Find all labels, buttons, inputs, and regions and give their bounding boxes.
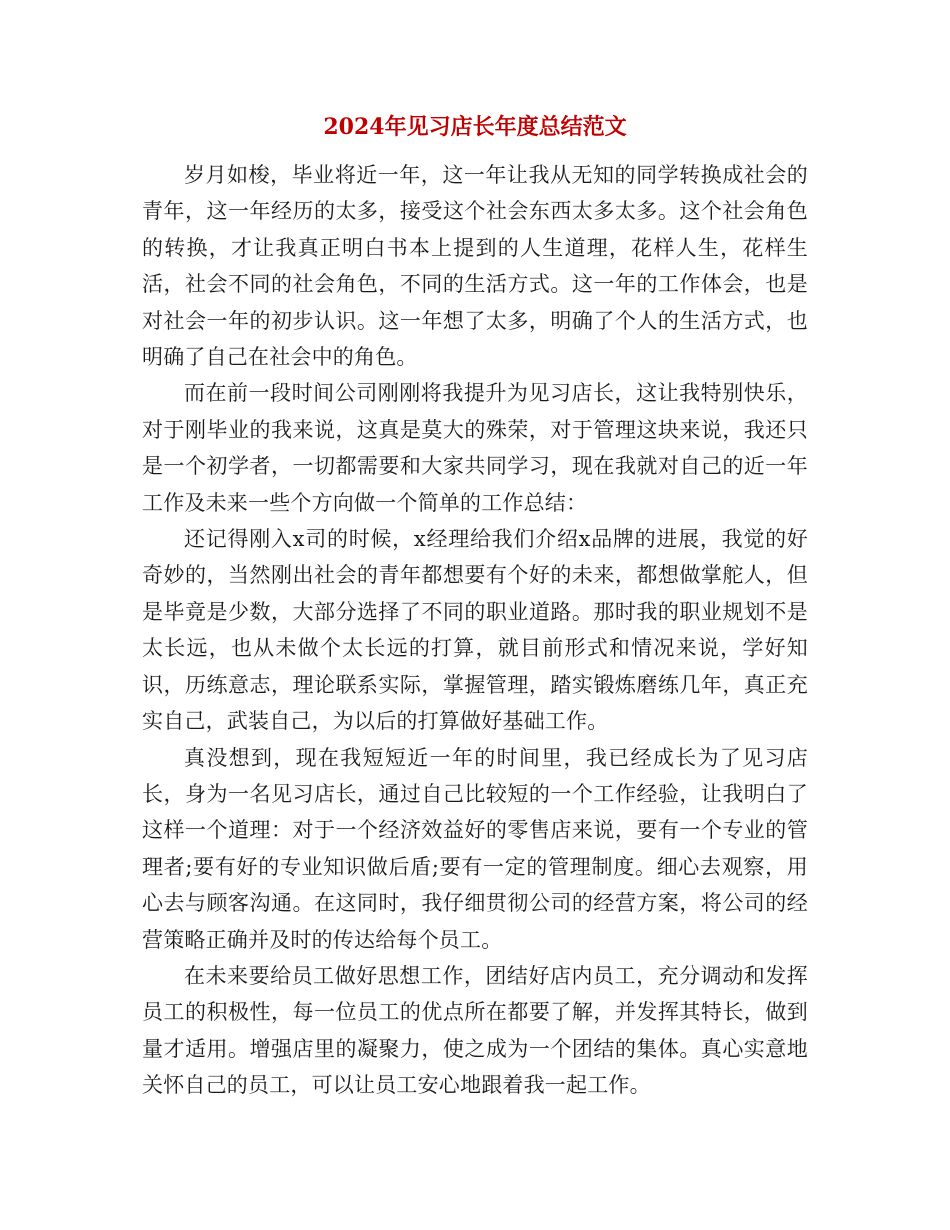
paragraph-2: 而在前一段时间公司刚刚将我提升为见习店长，这让我特别快乐，对于刚毕业的我来说，这真是莫大的殊荣，对于管理这块来说，我还只是一个初学者，一切都需要和大家共同学习，现在我就对自己的近一年工作及未来一些个方向做一个简单的工作总结：	[142, 381, 808, 515]
document-title: 2024年见习店长年度总结范文	[323, 114, 627, 140]
document-body	[142, 157, 808, 1104]
paragraph-3: 还记得刚入x司的时候，x经理给我们介绍x品牌的进展，我觉的好奇妙的，当然刚出社会的青年都想要有个好的未来，都想做掌舵人，但是毕竟是少数，大部分选择了不同的职业道路。那时我的职业规划不是太长远，也从未做个太长远的打算，就目前形式和情况来说，学好知识，历练意志，理论联系实际，掌握管理，踏实锻炼磨练几年，真正充实自己，武装自己，为以后的打算做好基础工作。	[142, 527, 808, 734]
paragraph-4: 真没想到，现在我短短近一年的时间里，我已经成长为了见习店长，身为一名见习店长，通过自己比较短的一个工作经验，让我明白了这样一个道理：对于一个经济效益好的零售店来说，要有一个专业的管理者;要有好的专业知识做后盾;要有一定的管理制度。细心去观察，用心去与顾客沟通。在这同时，我仔细贯彻公司的经营方案，将公司的经营策略正确并及时的传达给每个员工。	[142, 745, 808, 952]
paragraph-1: 岁月如梭，毕业将近一年，这一年让我从无知的同学转换成社会的青年，这一年经历的太多，接受这个社会东西太多太多。这个社会角色的转换，才让我真正明白书本上提到的人生道理，花样人生，花样生活，社会不同的社会角色，不同的生活方式。这一年的工作体会，也是对社会一年的初步认识。这一年想了太多，明确了个人的生活方式，也明确了自己在社会中的角色。	[142, 163, 808, 370]
paragraph-5: 在未来要给员工做好思想工作，团结好店内员工，充分调动和发挥员工的积极性，每一位员工的优点所在都要了解，并发挥其特长，做到量才适用。增强店里的凝聚力，使之成为一个团结的集体。真心实意地关怀自己的员工，可以让员工安心地跟着我一起工作。	[142, 963, 808, 1098]
